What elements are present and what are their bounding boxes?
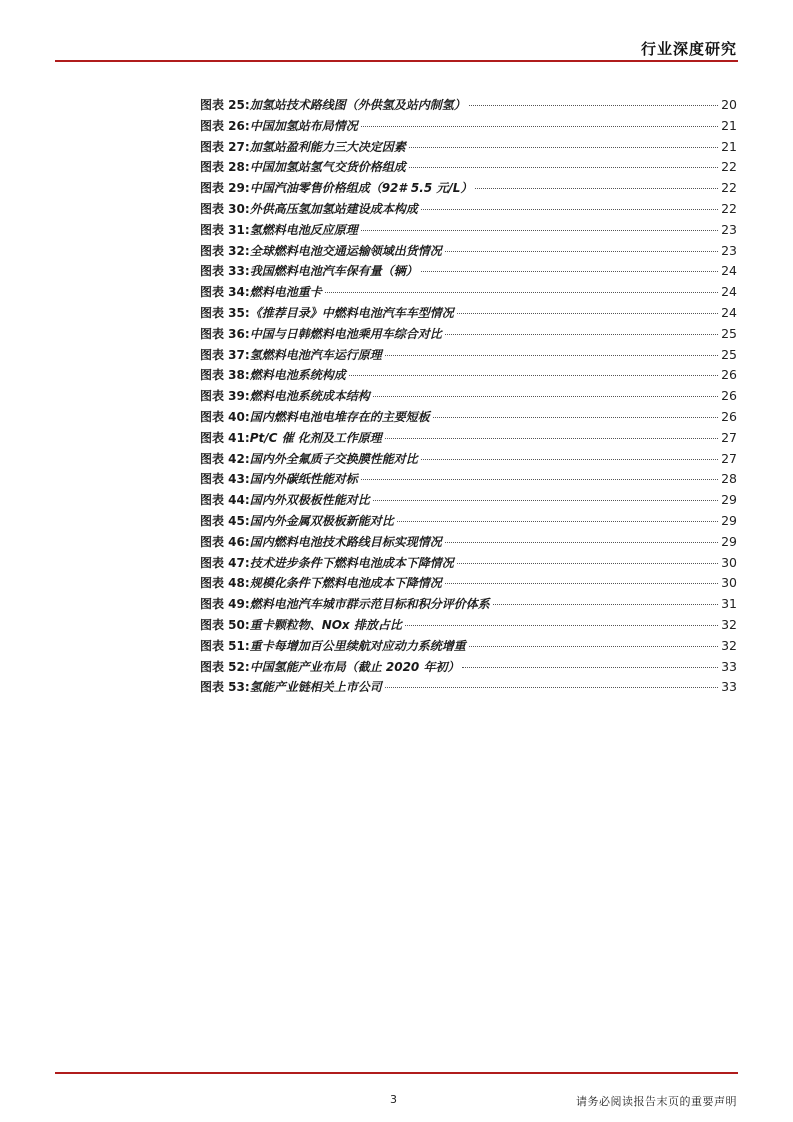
toc-entry-page: 30 [721, 554, 737, 570]
toc-entry[interactable] [200, 283, 737, 304]
toc-dot-leader [421, 459, 718, 460]
toc-dot-leader [361, 126, 718, 127]
toc-dot-leader [445, 583, 718, 584]
toc-entry-number: 图表 28: [200, 160, 250, 175]
toc-entry-title: 燃料电池重卡 [249, 285, 322, 300]
toc-entry-number: 图表 29: [200, 181, 250, 196]
toc-entry[interactable] [200, 658, 737, 679]
toc-entry-page: 25 [721, 346, 737, 362]
toc-dot-leader [361, 230, 718, 231]
toc-entry-title: 燃料电池系统构成 [249, 368, 346, 383]
footer-rule [55, 1072, 738, 1074]
toc-dot-leader [445, 334, 718, 335]
footer-note: 请务必阅读报告末页的重要声明 [576, 1095, 737, 1108]
toc-entry-number: 图表 37: [200, 347, 250, 362]
toc-entry-title: 加氢站盈利能力三大决定因素 [249, 139, 406, 154]
toc-entry-page: 33 [721, 658, 737, 674]
toc-entry-number: 图表 38: [200, 368, 250, 383]
toc-entry-title: 中国与日韩燃料电池乘用车综合对比 [249, 326, 442, 341]
toc-entry-title: 中国氢能产业布局（截止 2020 年初） [249, 659, 460, 674]
toc-entry-page: 32 [721, 616, 737, 632]
toc-entry-title: 燃料电池系统成本结构 [249, 389, 370, 404]
toc-entry-number: 图表 47: [200, 555, 250, 570]
toc-dot-leader [457, 563, 718, 564]
toc-dot-leader [373, 396, 718, 397]
toc-entry-number: 图表 44: [200, 493, 250, 508]
toc-entry[interactable] [200, 221, 737, 242]
toc-entry-number: 图表 39: [200, 389, 250, 404]
header-title: 行业深度研究 [640, 40, 737, 58]
toc-entry-title: 中国加氢站布局情况 [249, 118, 358, 133]
toc-dot-leader [421, 271, 718, 272]
toc-dot-leader [373, 500, 718, 501]
toc-entry-number: 图表 46: [200, 534, 250, 549]
toc-entry-number: 图表 32: [200, 243, 250, 258]
toc-entry-number: 图表 42: [200, 451, 250, 466]
toc-entry-number: 图表 52: [200, 659, 250, 674]
toc-entry-number: 图表 53: [200, 680, 250, 695]
toc-dot-leader [493, 604, 718, 605]
toc-entry-title: 氢燃料电池反应原理 [249, 222, 358, 237]
toc-dot-leader [409, 147, 718, 148]
toc-entry[interactable] [200, 346, 737, 367]
toc-entry-title: 重卡颗粒物、NOx 排放占比 [249, 617, 402, 632]
toc-entry-page: 25 [721, 325, 737, 341]
toc-entry-number: 图表 48: [200, 576, 250, 591]
toc-entry[interactable] [200, 491, 737, 512]
toc-entry[interactable] [200, 554, 737, 575]
toc-dot-leader [361, 479, 718, 480]
toc-entry[interactable] [200, 470, 737, 491]
toc-entry[interactable] [200, 200, 737, 221]
toc-entry-title: 加氢站技术路线图（外供氢及站内制氢） [249, 98, 466, 112]
toc-entry[interactable] [200, 533, 737, 554]
toc-dot-leader [385, 687, 718, 688]
toc-entry-page: 20 [721, 97, 737, 112]
toc-entry[interactable] [200, 616, 737, 637]
toc-entry[interactable] [200, 242, 737, 263]
toc-entry-title: 中国汽油零售价格组成（92# 5.5 元/L） [249, 181, 473, 196]
toc-entry-number: 图表 27: [200, 139, 250, 154]
toc-entry[interactable] [200, 574, 737, 595]
toc-entry-page: 29 [721, 533, 737, 549]
toc-entry-title: 外供高压氢加氢站建设成本构成 [249, 201, 418, 216]
toc-entry[interactable] [200, 366, 737, 387]
toc-entry-page: 32 [721, 637, 737, 653]
toc-entry-page: 29 [721, 512, 737, 528]
toc-dot-leader [457, 313, 718, 314]
toc-entry-number: 图表 34: [200, 285, 250, 300]
toc-entry-title: 氢燃料电池汽车运行原理 [249, 347, 382, 362]
toc-entry-title: 中国加氢站氢气交货价格组成 [249, 160, 406, 175]
toc-entry-number: 图表 33: [200, 264, 250, 279]
toc-dot-leader [405, 625, 718, 626]
toc-dot-leader [409, 167, 718, 168]
toc-dot-leader [433, 417, 718, 418]
toc-entry-title: 国内燃料电池技术路线目标实现情况 [249, 534, 442, 549]
toc-entry-page: 23 [721, 242, 737, 258]
toc-entry-number: 图表 30: [200, 201, 250, 216]
toc-entry-page: 24 [721, 304, 737, 320]
toc-entry[interactable] [200, 387, 737, 408]
toc-entry-title: 氢能产业链相关上市公司 [249, 680, 382, 695]
toc-entry-title: 国内燃料电池电堆存在的主要短板 [249, 409, 430, 424]
toc-entry-number: 图表 31: [200, 222, 250, 237]
toc-entry-page: 22 [721, 180, 737, 196]
toc-entry-page: 30 [721, 575, 737, 591]
toc-entry-number: 图表 51: [200, 638, 250, 653]
toc-entry[interactable] [200, 450, 737, 471]
toc-entry-page: 24 [721, 284, 737, 300]
toc-entry-title: 全球燃料电池交通运输领域出货情况 [249, 243, 442, 258]
toc-entry-page: 22 [721, 200, 737, 216]
toc-dot-leader [462, 667, 718, 668]
toc-entry-number: 图表 26: [200, 118, 250, 133]
toc-entry-number: 图表 40: [200, 409, 250, 424]
toc-entry[interactable] [200, 408, 737, 429]
toc-entry-page: 33 [721, 679, 737, 695]
toc-entry[interactable] [200, 512, 737, 533]
toc-entry[interactable] [200, 678, 737, 699]
toc-entry-title: 《推荐目录》中燃料电池汽车车型情况 [249, 305, 454, 320]
toc-entry-page: 26 [721, 408, 737, 424]
toc-entry[interactable] [200, 117, 737, 138]
toc-entry-title: 国内外碳纸性能对标 [249, 472, 358, 487]
toc-dot-leader [469, 646, 718, 647]
toc-entry-title: 规模化条件下燃料电池成本下降情况 [249, 576, 442, 591]
toc-entry-page: 31 [721, 596, 737, 612]
toc-entry[interactable] [200, 325, 737, 346]
toc-entry-page: 22 [721, 159, 737, 175]
toc-entry[interactable] [200, 595, 737, 616]
header-rule [55, 60, 738, 62]
toc-entry-title: 燃料电池汽车城市群示范目标和积分评价体系 [249, 597, 490, 612]
toc-dot-leader [475, 188, 718, 189]
toc-entry-page: 27 [721, 450, 737, 466]
toc-entry-number: 图表 49: [200, 597, 250, 612]
toc-entry[interactable] [200, 179, 737, 200]
toc-dot-leader [445, 542, 718, 543]
toc-entry-page: 27 [721, 429, 737, 445]
toc-entry[interactable] [200, 637, 737, 658]
toc-entry-title: 国内外金属双极板新能对比 [249, 513, 394, 528]
toc-dot-leader [421, 209, 718, 210]
toc-entry-page: 26 [721, 388, 737, 404]
toc-entry-number: 图表 25: [200, 98, 250, 112]
toc-dot-leader [445, 251, 718, 252]
toc-dot-leader [385, 438, 718, 439]
toc-entry-title: 技术进步条件下燃料电池成本下降情况 [249, 555, 454, 570]
table-of-figures [200, 96, 737, 699]
toc-dot-leader [469, 105, 718, 106]
toc-entry-title: 国内外双极板性能对比 [249, 493, 370, 508]
toc-entry-number: 图表 50: [200, 617, 250, 632]
toc-entry-title: 国内外全氟质子交换膜性能对比 [249, 451, 418, 466]
toc-entry-number: 图表 41: [200, 430, 250, 445]
toc-dot-leader [325, 292, 718, 293]
page-number: 3 [390, 1093, 397, 1106]
toc-entry-page: 26 [721, 367, 737, 383]
toc-entry-page: 24 [721, 263, 737, 279]
toc-dot-leader [385, 355, 718, 356]
toc-entry[interactable] [200, 429, 737, 450]
toc-entry-page: 21 [721, 138, 737, 154]
toc-entry-number: 图表 35: [200, 305, 250, 320]
toc-entry[interactable] [200, 262, 737, 283]
toc-entry-title: 重卡每增加百公里续航对应动力系统增重 [249, 638, 466, 653]
toc-entry-number: 图表 43: [200, 472, 250, 487]
toc-entry-number: 图表 36: [200, 326, 250, 341]
toc-entry-title: 我国燃料电池汽车保有量（辆） [249, 264, 418, 279]
toc-dot-leader [397, 521, 718, 522]
toc-entry-page: 29 [721, 492, 737, 508]
toc-entry-page: 23 [721, 221, 737, 237]
toc-entry[interactable] [200, 304, 737, 325]
toc-entry[interactable] [200, 138, 737, 159]
toc-dot-leader [349, 375, 718, 376]
toc-entry-number: 图表 45: [200, 513, 250, 528]
toc-entry[interactable] [200, 158, 737, 179]
toc-entry[interactable] [200, 96, 737, 117]
toc-entry-page: 28 [721, 471, 737, 487]
toc-entry-title: Pt/C 催 化剂及工作原理 [249, 430, 382, 445]
toc-entry-page: 21 [721, 117, 737, 133]
